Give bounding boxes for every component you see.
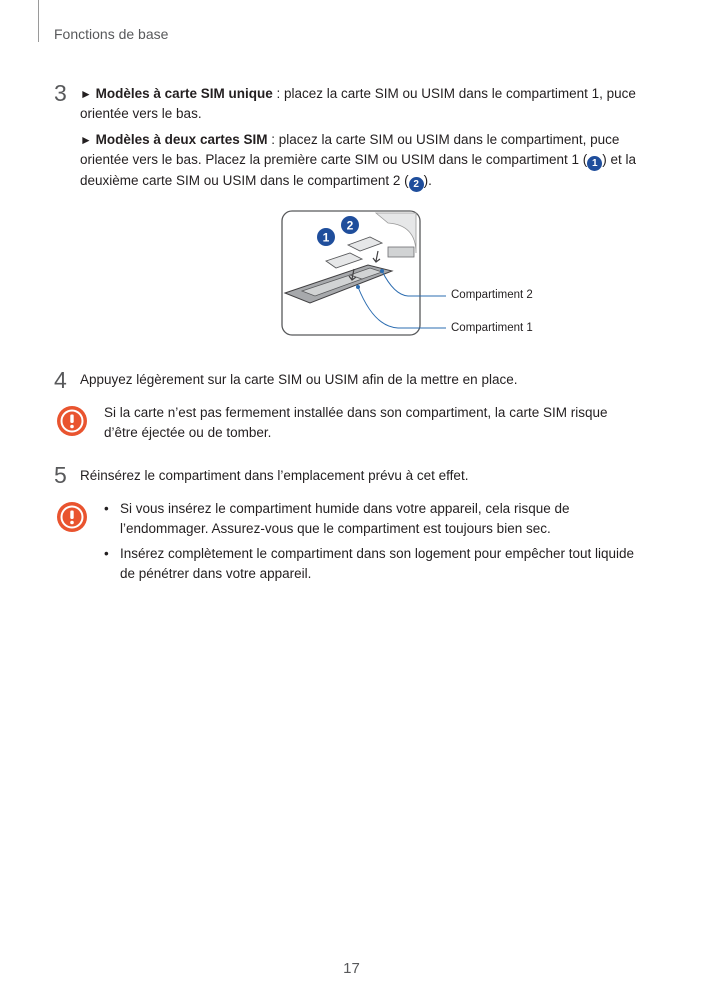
header-divider [38, 0, 39, 42]
step-4-text: Appuyez légèrement sur la carte SIM ou USIM afin de la mettre en place. [80, 372, 518, 387]
phone-slot-opening [388, 247, 414, 257]
step-3-dual-sim [80, 130, 640, 192]
triangle-arrow-icon: ► [80, 133, 92, 147]
slot-1-marker: 1 [587, 156, 602, 171]
bullet-dot: • [104, 501, 109, 516]
step-3-dual-sim-text-a: : placez la carte SIM ou USIM dans le compartiment, puce orientée vers le bas. Placez la première carte SIM ou USIM dans le compartiment 1 ( [80, 132, 620, 167]
step-3-dual-sim-text-c: ). [423, 173, 432, 188]
caution-icon [57, 502, 87, 532]
label-compartiment-1: Compartiment 1 [451, 322, 533, 334]
section-header: Fonctions de base [54, 26, 169, 42]
slot-2-marker: 2 [409, 177, 424, 192]
label-compartiment-2: Compartiment 2 [451, 289, 533, 301]
step-3-single-sim-title: Modèles à carte SIM unique [95, 86, 273, 101]
step-3-dual-sim-title: Modèles à deux cartes SIM [95, 132, 268, 147]
page-number: 17 [343, 960, 360, 977]
step-3-number: 3 [54, 80, 67, 106]
badge-1-label: 1 [322, 230, 330, 245]
step-5-bullet-2: Insérez complètement le compartiment dans son logement pour empêcher tout liquide de pénétrer dans votre appareil. [120, 546, 635, 581]
step-3-single-sim [80, 84, 640, 124]
badge-2-label: 2 [346, 218, 354, 233]
triangle-arrow-icon: ► [80, 87, 92, 101]
step-3-single-sim-text: : placez la carte SIM ou USIM dans le compartiment 1, puce orientée vers le bas. [80, 86, 636, 121]
step-4-number: 4 [54, 367, 67, 393]
step-5-bullet-1: Si vous insérez le compartiment humide dans votre appareil, cela risque de l’endommager. Assurez-vous que le compartiment est toujours bien sec. [120, 501, 570, 536]
bullet-dot: • [104, 546, 109, 561]
step-5-text: Réinsérez le compartiment dans l’emplacement prévu à cet effet. [80, 468, 469, 483]
step-4-caution-text: Si la carte n’est pas fermement installée dans son compartiment, la carte SIM risque d’être éjectée ou de tomber. [104, 405, 608, 440]
step-5-number: 5 [54, 462, 67, 488]
caution-icon [57, 406, 87, 436]
sim-tray-illustration [270, 205, 560, 340]
step-3-dual-sim-text-b: ) et la deuxième carte SIM ou USIM dans le compartiment 2 ( [80, 152, 636, 188]
